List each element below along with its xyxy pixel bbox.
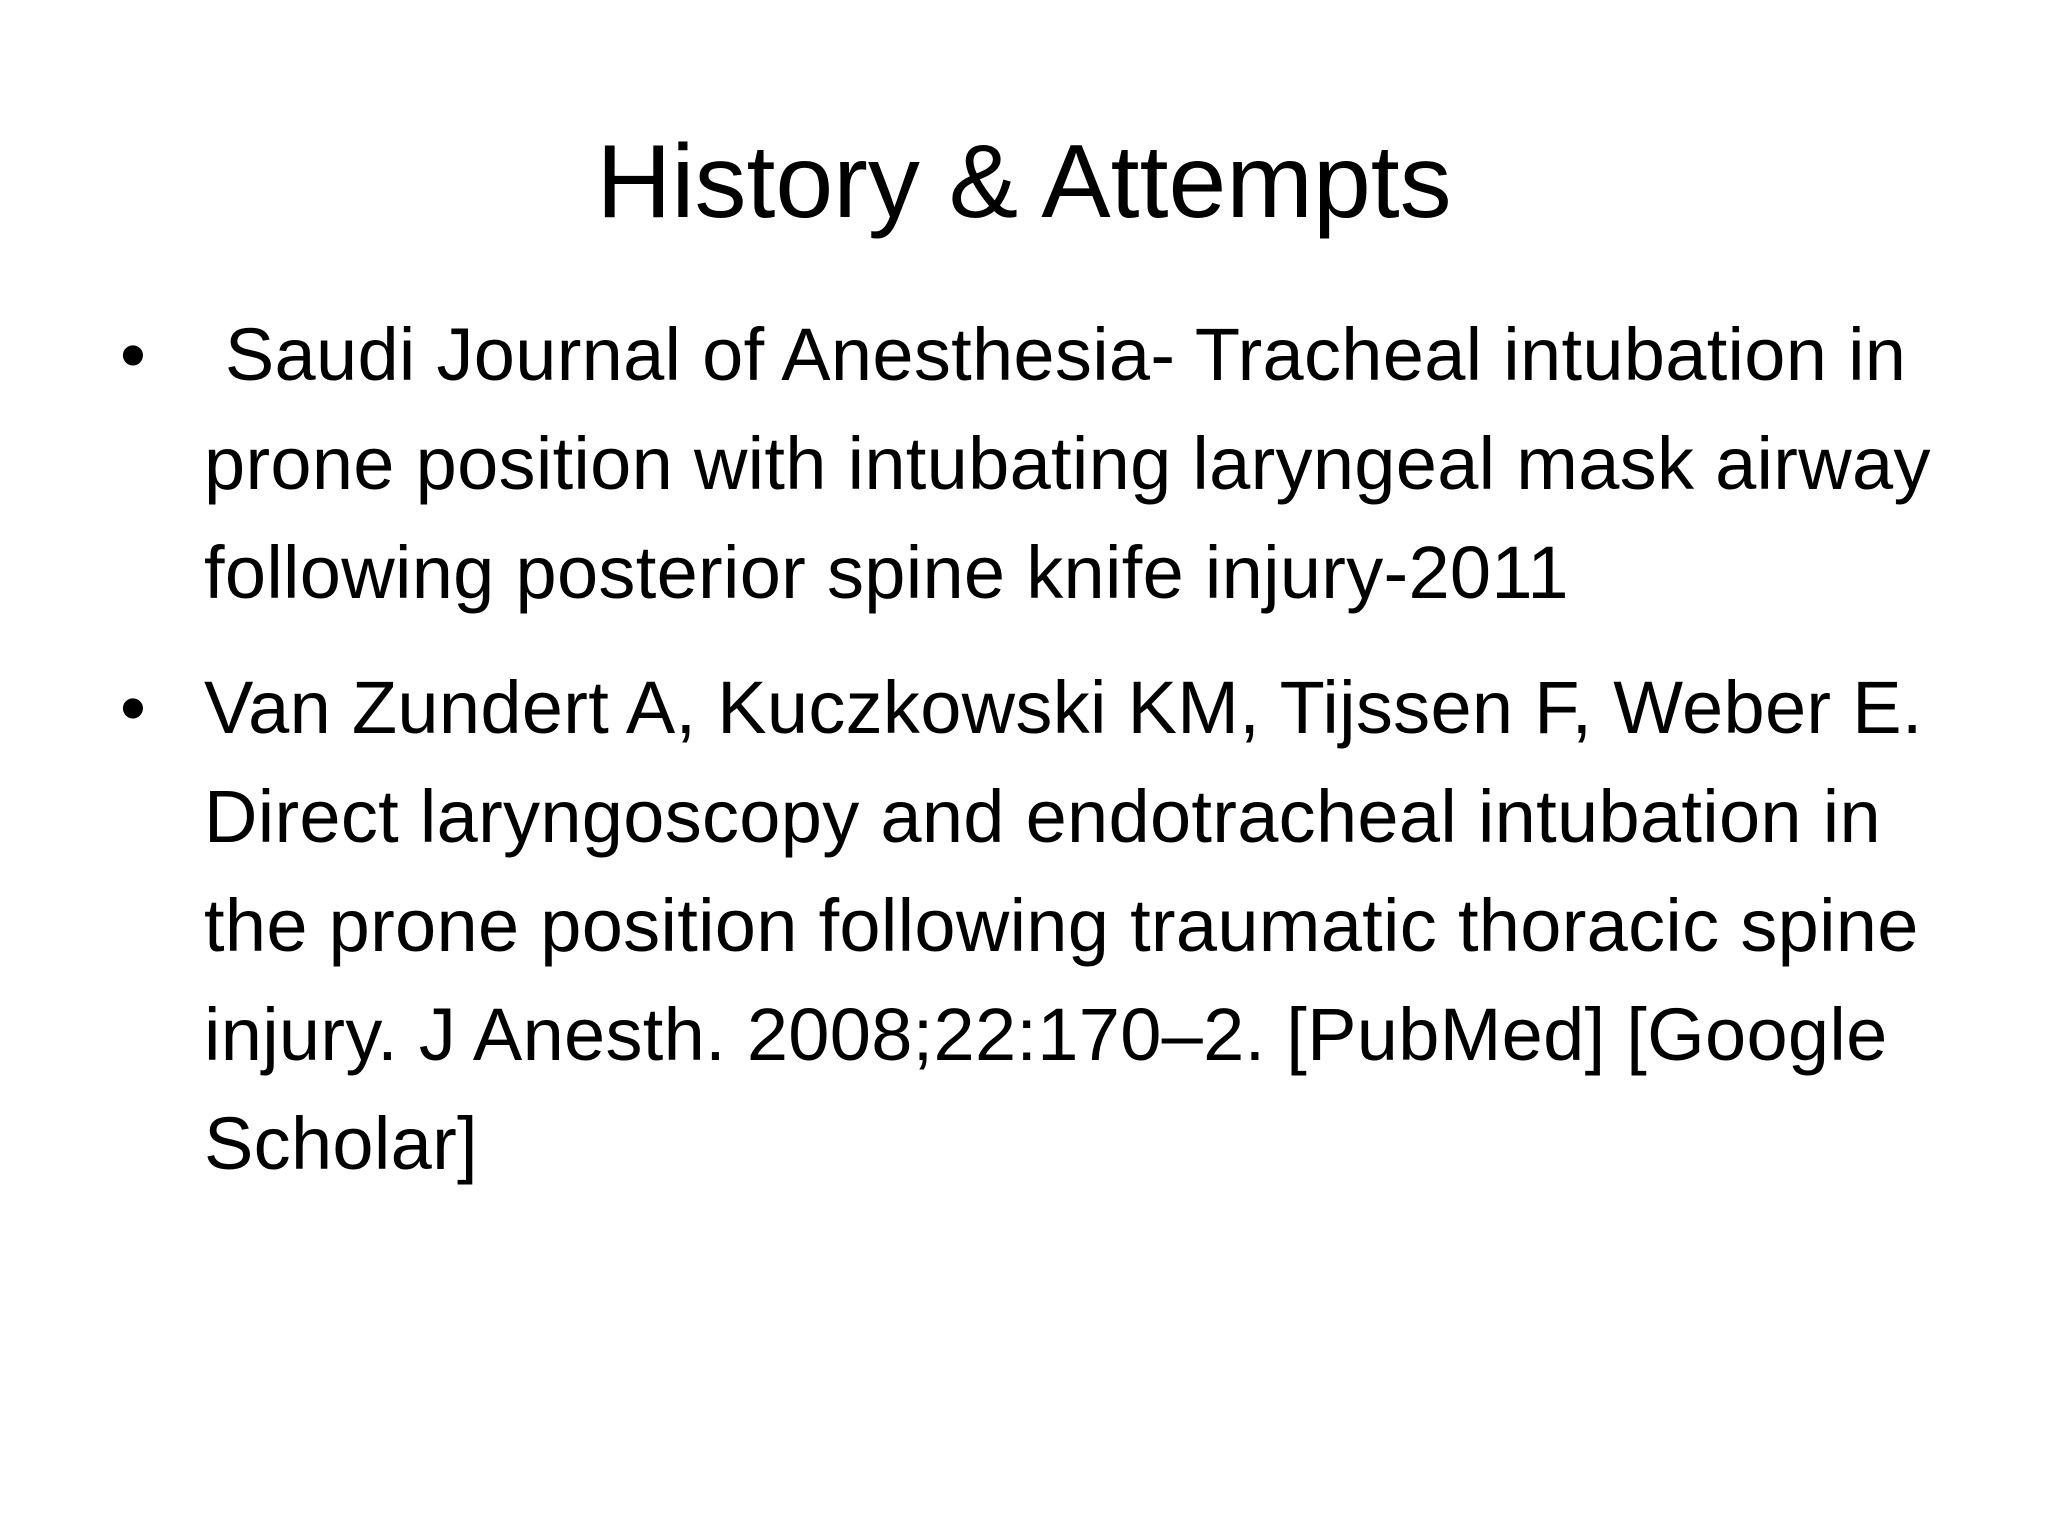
bullet-text: Van Zundert A, Kuczkowski KM, Tijssen F, Weber E. Direct laryngoscopy and endotracheal intubation in the prone position following traumatic thoracic spine injury. J Anesth. 2008;22:170–2. [PubMed] [Google Scholar]: [204, 666, 1923, 1185]
bullet-icon: •: [120, 666, 147, 749]
bullet-list: [120, 300, 1952, 1224]
bullet-icon: •: [120, 313, 147, 396]
list-item: [120, 300, 1952, 627]
slide-title: History & Attempts: [596, 124, 1452, 240]
bullet-text: Saudi Journal of Anesthesia- Tracheal intubation in prone position with intubating laryngeal mask airway following posterior spine knife injury-2011: [204, 313, 1952, 614]
list-item: [120, 653, 1940, 1198]
